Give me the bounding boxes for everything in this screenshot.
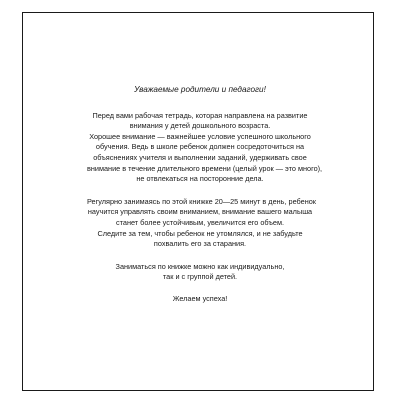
document-heading: Уважаемые родители и педагоги!	[134, 85, 266, 94]
document-page	[22, 12, 374, 391]
text-line: Хорошее внимание — важнейшее условие успешного школьного	[89, 131, 311, 141]
text-line: внимание в течение длительного времени (целый урок — это много),	[87, 163, 323, 173]
paragraph-spacer	[87, 185, 313, 197]
paragraph-spacer	[87, 250, 313, 262]
text-line: похвалить его за старания.	[153, 239, 247, 249]
paragraph-spacer	[87, 283, 313, 294]
text-line: Следите за тем, чтобы ребенок не утомлялся, и не забудьте	[97, 228, 303, 238]
text-line: так и с группой детей.	[162, 272, 238, 282]
paragraph-intro	[87, 110, 323, 185]
paragraph-practice	[87, 196, 316, 250]
text-line: станет более устойчивым, увеличится его объем.	[116, 217, 284, 227]
document-body	[87, 85, 323, 305]
text-line: объяснениях учителя и выполнении заданий, удерживать свое	[93, 152, 307, 162]
paragraph-usage	[87, 262, 313, 283]
text-line: внимания у детей дошкольного возраста.	[129, 121, 271, 131]
text-line: Заниматься по книжке можно как индивидуально,	[115, 261, 285, 271]
text-line: не отвлекаться на посторонние дела.	[136, 174, 264, 184]
text-line: Перед вами рабочая тетрадь, которая направлена на развитие	[92, 110, 308, 120]
text-line: научится управлять своим вниманием, внимание вашего малыша	[87, 207, 313, 217]
text-line: обучения. Ведь в школе ребенок должен сосредоточиться на	[95, 142, 305, 152]
text-line: Регулярно занимаясь по этой книжке 20—25 минут в день, ребенок	[87, 196, 316, 206]
closing-line: Желаем успеха!	[172, 293, 228, 303]
